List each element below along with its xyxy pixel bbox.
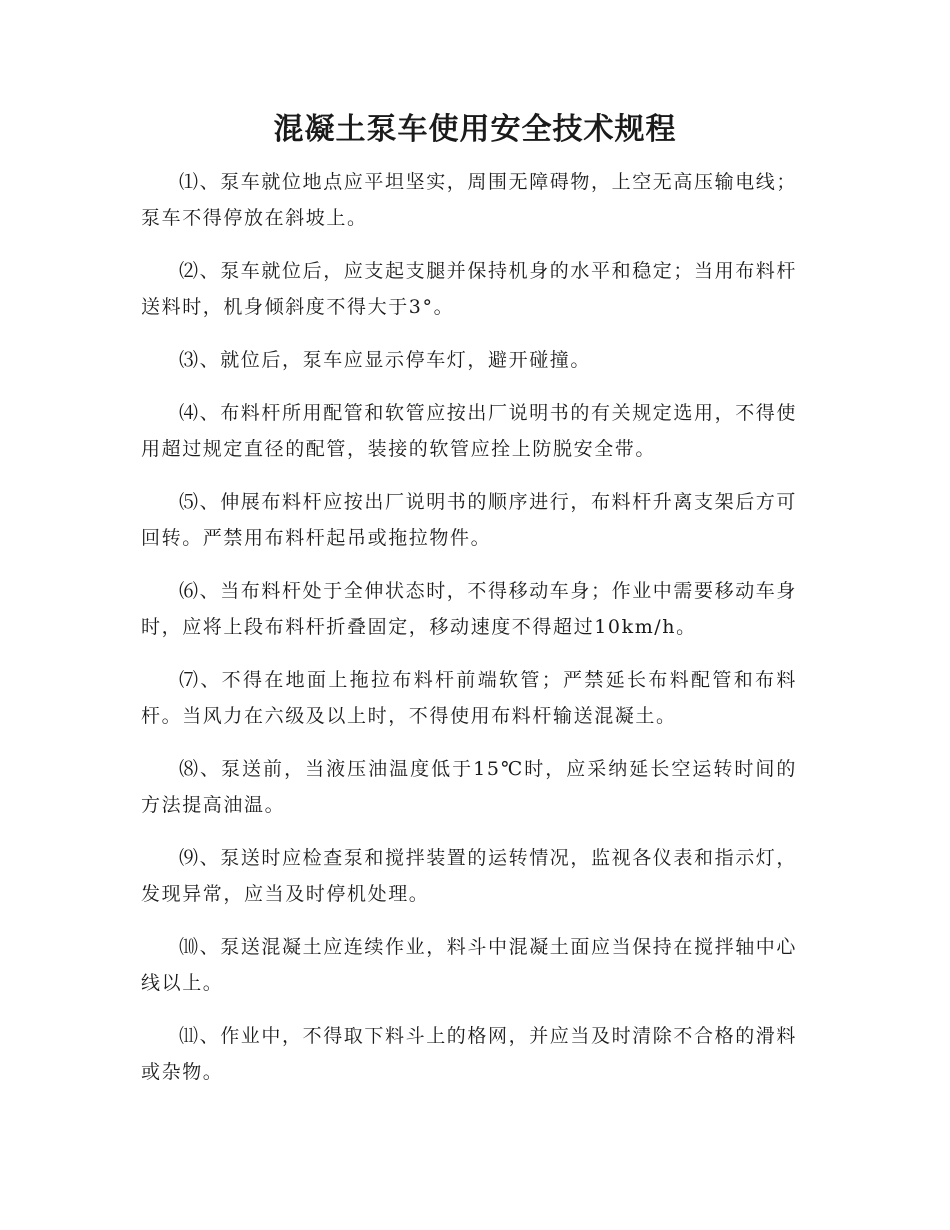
paragraph-7: ⑺、不得在地面上拖拉布料杆前端软管；严禁延长布料配管和布料杆。当风力在六级及以上时，不得使用布料杆输送混凝土。 xyxy=(141,669,797,727)
paragraph-9: ⑼、泵送时应检查泵和搅拌装置的运转情况，监视各仪表和指示灯，发现异常，应当及时停机处理。 xyxy=(141,847,798,905)
paragraph-1: ⑴、泵车就位地点应平坦坚实，周围无障碍物，上空无高压输电线；泵车不得停放在斜坡上。 xyxy=(141,171,798,229)
paragraph-11: ⑾、作业中，不得取下料斗上的格网，并应当及时清除不合格的滑料或杂物。 xyxy=(141,1025,798,1083)
paragraph-8: ⑻、泵送前，当液压油温度低于15℃时，应采纳延长空运转时间的方法提高油温。 xyxy=(141,758,797,816)
paragraph-6: ⑹、当布料杆处于全伸状态时，不得移动车身；作业中需要移动车身时，应将上段布料杆折叠固定，移动速度不得超过10km/h。 xyxy=(141,580,798,638)
paragraph-10: ⑽、泵送混凝土应连续作业，料斗中混凝土面应当保持在搅拌轴中心线以上。 xyxy=(141,936,798,994)
paragraph-5: ⑸、伸展布料杆应按出厂说明书的顺序进行，布料杆升离支架后方可回转。严禁用布料杆起吊或拖拉物件。 xyxy=(141,491,798,549)
paragraph-3: ⑶、就位后，泵车应显示停车灯，避开碰撞。 xyxy=(179,349,592,371)
paragraph-4: ⑷、布料杆所用配管和软管应按出厂说明书的有关规定选用，不得使用超过规定直径的配管，装接的软管应拴上防脱安全带。 xyxy=(141,402,798,460)
paragraph-2: ⑵、泵车就位后，应支起支腿并保持机身的水平和稳定；当用布料杆送料时，机身倾斜度不得大于3°。 xyxy=(141,260,798,318)
document-body xyxy=(141,164,797,1107)
document-title: 混凝土泵车使用安全技术规程 xyxy=(273,112,677,147)
